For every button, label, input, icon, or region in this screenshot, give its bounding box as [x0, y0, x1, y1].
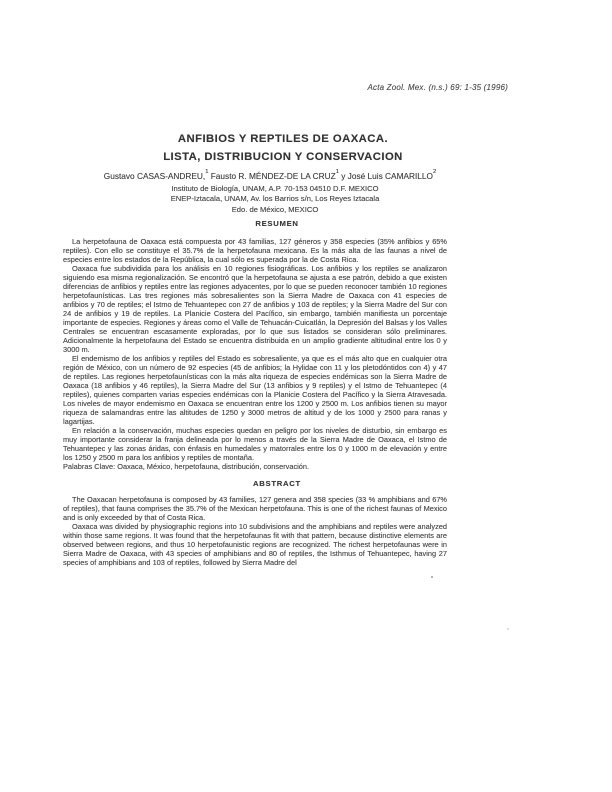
- affiliation-line-3: Edo. de México, MEXICO: [231, 204, 319, 214]
- keywords-line: Palabras Clave: Oaxaca, México, herpetofauna, distribución, conservación.: [63, 462, 310, 471]
- journal-running-head: Acta Zool. Mex. (n.s.) 69: 1-35 (1996): [367, 83, 508, 92]
- author-3-affiliation-mark: 2: [433, 169, 437, 176]
- scan-artifact-speck: [507, 628, 509, 630]
- abstract-paragraph-1: The Oaxacan herpetofauna is composed by 43 families, 127 genera and 358 species (33 % amphibians and 67% of reptiles), that fauna comprises the 35.7% of the Mexican herpetofauna. This is one of the richest faunas of Mexico and is only exceeded by that of Costa Rica.: [63, 495, 447, 522]
- article-title-line1: ANFIBIOS Y REPTILES DE OAXACA.: [177, 133, 389, 145]
- article-title: [63, 130, 503, 166]
- author-2: Fausto R. MÉNDEZ-DE LA CRUZ: [208, 171, 336, 181]
- abstract-paragraph-2: Oaxaca was divided by physiographic regions into 10 subdivisions and the amphibians and reptiles were analyzed within those same regions. It was found that the herpetofaunas fit with that pattern, because distinctive elements are observed between regions, and thus 10 herpetofaunistic regions are recognized. The richest herpetofaunas were in Sierra Madre de Oaxaca, with 43 species of amphibians and 80 of reptiles, the Isthmus of Tehuantepec, having 27 species of amphibians and 103 of reptiles, followed by Sierra Madre del: [63, 522, 447, 567]
- article-title-line2: LISTA, DISTRIBUCION Y CONSERVACION: [163, 151, 403, 163]
- author-1-affiliation-mark: 1: [205, 169, 209, 176]
- affiliation-line-1: Instituto de Biología, UNAM, A.P. 70-153 04510 D.F. MEXICO: [171, 184, 379, 193]
- author-1: Gustavo CASAS-ANDREU,: [103, 171, 206, 181]
- affiliation-line-2: ENEP-Iztacala, UNAM, Av. los Barrios s/n, Los Reyes Iztacala: [170, 194, 380, 204]
- resumen-paragraph-2: Oaxaca fue subdividida para los análisis en 10 regiones fisiográficas. Los anfibios y los reptiles se analizaron siguiendo esa misma regionalización. Se encontró que la herpetofauna se ajusta a ese patrón, debido a que existen diferencias de anfibios y reptiles entre las regiones adyacentes, por lo que se pueden reconocer también 10 regiones herpetofaunísticas. Las tres regiones más sobresalientes son la Sierra Madre de Oaxaca con 41 especies de anfibios y 70 de reptiles; el Istmo de Tehuantepec con 27 de anfibios y 103 de reptiles; y la Sierra Madre del Sur con 24 de anfibios y 19 de reptiles. La Planicie Costera del Pacífico, sin embargo, también manifiesta un porcentaje importante de especies. Regiones y áreas como el Valle de Tehuacán-Cuicatlán, la Depresión del Balsas y los Valles Centrales se encuentran escasamente exploradas, por lo que sus listados se consideran sólo preliminares. Adicionalmente la herpetofauna del Estado se encuentra distribuida en un amplio gradiente altitudinal entre los 0 y 3000 m.: [63, 264, 447, 354]
- authors-line: [63, 171, 477, 181]
- abstract-heading: ABSTRACT: [253, 479, 301, 488]
- resumen-heading: RESUMEN: [255, 219, 299, 228]
- resumen-paragraph-4: En relación a la conservación, muchas especies quedan en peligro por los niveles de disturbio, sin embargo es muy importante considerar la franja delineada por lo menos a través de la Sierra Madre de Oaxaca, el Istmo de Tehuantepec y las zonas áridas, con énfasis en humedales y matorrales entre los 0 y 1000 m de elevación y entre los 1250 y 2500 m para los anfibios y reptiles de montaña.: [63, 426, 447, 462]
- article-body: [63, 219, 447, 567]
- author-2-affiliation-mark: 1: [335, 169, 339, 176]
- affiliation-block: [63, 184, 487, 215]
- scan-artifact-speck: [431, 576, 433, 578]
- author-3: y José Luis CAMARILLO: [338, 171, 433, 181]
- resumen-paragraph-1: La herpetofauna de Oaxaca está compuesta por 43 familias, 127 géneros y 358 especies (35% anfibios y 65% reptiles). Con ello se constituye el 35.7% de la herpetofauna mexicana. Es la más alta de las faunas a nivel de especies entre los estados de la República, la cual sólo es superada por la de Costa Rica.: [63, 237, 447, 264]
- resumen-paragraph-3: El endemismo de los anfibios y reptiles del Estado es sobresaliente, ya que es el más alto que en cualquier otra región de México, con un número de 92 especies (45 de anfibios; la Hylidae con 11 y los pletodóntidos con 4) y 47 de reptiles. Las regiones herpetofaunísticas con la más alta riqueza de especies endémicas son la Sierra Madre de Oaxaca (18 anfibios y 46 reptiles), la Sierra Madre del Sur (13 anfibios y 9 reptiles) y el Istmo de Tehuantepec (4 reptiles), quienes comparten varias especies endémicas con la Planicie Costera del Pacífico y la Sierra Atravesada. Los niveles de mayor endemismo en Oaxaca se encuentran entre los 1200 y 2500 m. Los anfibios tienen su mayor riqueza de salamandras entre las altitudes de 1250 y 3000 metros de altitud y de los 1000 y 2500 para ranas y lagartijas.: [63, 354, 447, 426]
